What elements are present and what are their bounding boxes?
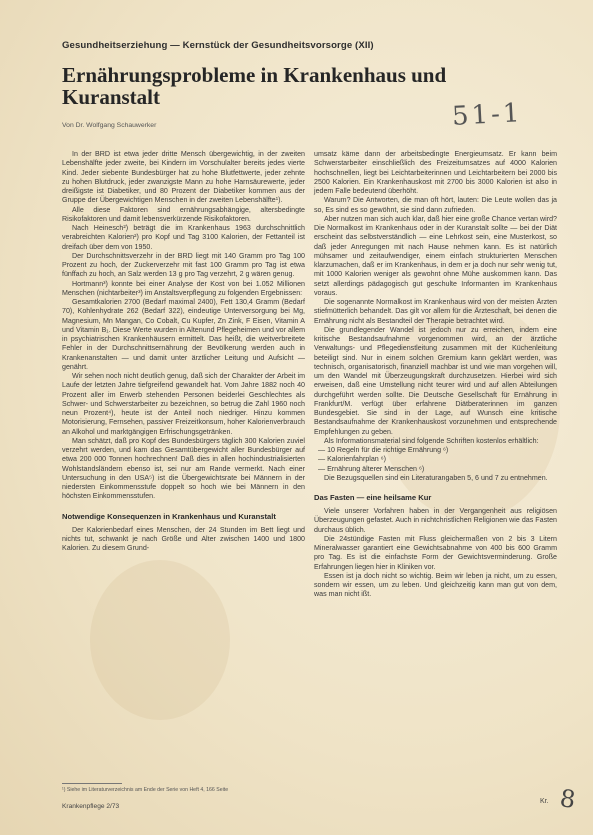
right-column bbox=[314, 150, 557, 600]
series-kicker: Gesundheitserziehung — Kernstück der Gesundheitsvorsorge (XII) bbox=[62, 40, 374, 51]
paragraph: Man schätzt, daß pro Kopf des Bundesbürgers täglich 300 Kalorien zuviel verzehrt werden, und kam das Gesamtübergewicht aller Bundesbürger auf etwa 200 000 Tonnen hochrechnen! Daß dies in allen hochindustrialisierten Wohlstandsländern ebenso ist, sei nur am Rande vermerkt. Nach einer Untersuchung in den USA⁵) ist die Übergewichtsrate bei Männern in der niedersten Einkommensstufe doppelt so hoch wie bei Männern in den höchsten Einkommensstufen. bbox=[62, 436, 305, 501]
paragraph: Die Bezugsquellen sind ein Literaturangaben 5, 6 und 7 zu entnehmen. bbox=[324, 473, 548, 482]
paragraph: Der Kalorienbedarf eines Menschen, der 24 Stunden im Bett liegt und nichts tut, schwankt je nach Größe und Alter zwischen 1400 und 1800 Kalorien. Zu diesem Grund- bbox=[62, 525, 305, 552]
list-item: — Kalorienfahrplan ⁶) bbox=[318, 455, 386, 464]
left-column bbox=[62, 150, 305, 553]
paragraph: Die grundlegender Wandel ist jedoch nur zu erreichen, indem eine kritische Bestandsaufnahme vorgenommen wird, an der ärztliche Verwaltungs- und Pflegedienstleitung zusammen mit der Küchenleitung beteiligt sind. Nur in einem solchen Gremium kann geklärt werden, was technisch, organisatorisch, finanziell machbar ist und wie man vorgehen will, um den Wandel mit Überzeugungskraft durchzusetzen. Hierbei wird sich erweisen, daß eine Umstellung nicht teurer wird und auf allen Abteilungen durchgeführt werden sollte. Die Deutsche Gesellschaft für Ernährung in Frankfurt/M. verfügt über erfahrene Diätberaterinnen im ganzen Bundesgebiet. Sie sind in der Lage, auf Wunsch eine kritische Bestandsaufnahme der Krankenhauskost vorzunehmen und entsprechende Empfehlungen zu geben. bbox=[314, 325, 557, 436]
list-item: — 10 Regeln für die richtige Ernährung ⁶) bbox=[318, 446, 449, 454]
section-heading: Notwendige Konsequenzen in Krankenhaus und Kuranstalt bbox=[62, 511, 276, 521]
handwritten-page-number: 8 bbox=[558, 784, 578, 814]
paragraph: Viele unserer Vorfahren haben in der Vergangenheit aus religiösen Überzeugungen gefastet. Auch in nichtchristlichen Religionen wie das Fasten durchaus üblich. bbox=[314, 507, 557, 534]
article-title: Ernährungsprobleme in Krankenhaus und Kuranstalt bbox=[62, 63, 447, 109]
article-author: Von Dr. Wolfgang Schauwerker bbox=[62, 122, 157, 129]
journal-footer: Krankenpflege 2/73 bbox=[62, 803, 120, 810]
paragraph: Alle diese Faktoren sind ernährungsabhängige, altersbedingte Risikofaktoren und damit lebensverkürzende Risikofaktoren. bbox=[62, 205, 305, 223]
paragraph: Warum? Die Antworten, die man oft hört, lauten: Die Leute wollen das ja so, Es sind es so gewöhnt, sie sind dann zufrieden. bbox=[314, 196, 557, 214]
section-heading: Das Fasten — eine heilsame Kur bbox=[314, 493, 432, 502]
paragraph: Aber nutzen man sich auch klar, daß hier eine große Chance vertan wird? Die Normalkost im Krankenhaus oder in der Kuranstalt sollte — bei der Diät erscheint das selbstverständlich — eine Lehrkost sein, eine Musterkost, so daß jeder Anregungen mit nach Hause nehmen kann. Es ist natürlich mühsamer und zeitaufwendiger, einem einfach strukturierten Menschen klarzumachen, daß er im Krankenhaus, in dem er ja doch nur sehr wenig tut, mit 1000 Kalorien weniger als gewohnt ohne Mühe auskommen kann. Das setzt allerdings pädagogisch gut geschulte Informanten im Krankenhaus voraus. bbox=[314, 214, 557, 297]
paragraph: Nach Heinesch²) beträgt die im Krankenhaus 1963 durchschnittlich verabreichten Kalorien²) pro Kopf und Tag 3100 Kalorien, der Fettanteil ist dreifach über dem von 1950. bbox=[62, 224, 305, 251]
paragraph: Essen ist ja doch nicht so wichtig. Beim wir leben ja nicht, um zu essen, sondern wir essen, um zu leben. Und gleichzeitig kann man gut von dem, was man nicht ißt. bbox=[314, 571, 557, 599]
paragraph: Die 24stündige Fasten mit Fluss gleichermaßen von 2 bis 3 Litern Mineralwasser garantiert eine Gewichtsabnahme von 400 bis 600 Gramm pro Tag. Es ist die einfachste Form der Gewichtsverminderung. Große Erfahrungen liegen hier in Kliniken vor. bbox=[314, 534, 557, 571]
paper-stain bbox=[90, 560, 230, 720]
footer-right: Kr. bbox=[540, 798, 549, 805]
paragraph: Hortmann³) konnte bei einer Analyse der Kost von bei 1.052 Millionen Menschen (nichtarbeiter³) im Anstaltsverpflegung zu folgenden Ergebnissen: bbox=[62, 279, 305, 297]
handwritten-annotation: 51-1 bbox=[451, 98, 524, 132]
reference-list bbox=[314, 446, 557, 474]
footnote: ¹) Siehe im Literaturverzeichnis am Ende der Serie von Heft 4, 166 Seite bbox=[62, 787, 229, 793]
footnote-divider bbox=[62, 783, 122, 784]
paragraph: Die sogenannte Normalkost im Krankenhaus wird von der meisten Ärzten stiefmütterlich behandelt. Das gilt vor allem für die Ärzteschaft, bei denen die Ernährung nicht als Bestandteil der Therapie betrachtet wird. bbox=[314, 298, 557, 325]
paragraph: umsatz käme dann der arbeitsbedingte Energieumsatz. Er kann beim Schwerstarbeiter einschließlich des Freizeitumsatzes auf 4000 Kalorien hochschnellen, liegt bei Leichtarbeiterinnen und Leichtarbeitern bei 2000 bis 2500 Kalorien. Ein Krankenhauskost mit 2700 bis 3000 Kalorien ist also in jedem Falle bedeutend überhöht. bbox=[314, 150, 557, 195]
paragraph: Der Durchschnittsverzehr in der BRD liegt mit 140 Gramm pro Tag 100 Prozent zu hoch, der Zuckerverzehr mit fast 100 Gramm pro Tag ist etwa fünffach zu hoch, an Salz werden 13 g pro Tag verzehrt, 2 g wären genug. bbox=[62, 251, 305, 279]
paragraph: Wir sehen noch nicht deutlich genug, daß sich der Charakter der Arbeit im Laufe der letzten Jahre tiefgreifend gewandelt hat. Vom Jahre 1882 noch 40 Prozent aller im Erwerb stehenden Personen beiderlei Geschlechtes als Schwer- und Schwerstarbeiter zu bezeichnen, so betrug die Zahl 1960 noch neun Prozent⁴), heute ist der Anteil noch niedriger. Hinzu kommen Motorisierung, Fernsehen, passiver Freizeitkonsum, hoher Kalorienverbrauch an Alkohol und marktgängigen Erfrischungsgetränken. bbox=[62, 372, 305, 436]
paragraph: Als Informationsmaterial sind folgende Schriften kostenlos erhältlich: bbox=[324, 436, 539, 445]
paragraph: In der BRD ist etwa jeder dritte Mensch übergewichtig, in der zweiten Lebenshälfte jeder zweite, bei Kindern im Vorschulalter bereits jedes vierte Kind. Jeder siebente Bundesbürger hat zu hohe Blutfettwerte, jeder zehnte zu hohen Blutdruck, jeder zwanzigste Mann zu hohe Harnsäurewerte, jeder dreißigste ist Diabetiker, und 80 Prozent der Diabetiker kommen aus der Gruppe der Übergewichtigen Menschen in der zweiten Lebenshälfte¹). bbox=[62, 150, 305, 205]
paragraph: Gesamtkalorien 2700 (Bedarf maximal 2400), Fett 130,4 Gramm (Bedarf 70), Kohlenhydrate 262 (Bedarf 322), eindeutige Unterversorgung bei Mg, Magnesium, Mn Mangan, Co Cobalt, Cu Kupfer, Zn Zink, F Eisen, Vitamin A und Vitamin B₁. Diese Werte wurden in Altenund Pflegeheimen und vor allem in psychiatrischen Krankenhäusern ermittelt. Das heißt, die weitverbreitete Fehler in der Durchschnittsernährung der Bevölkerung werden auch in Krankenanstalten — und damit unter ärztlicher Leitung und Aufsicht — genährt. bbox=[62, 298, 305, 371]
list-item: — Ernährung älterer Menschen ⁶) bbox=[318, 464, 425, 473]
